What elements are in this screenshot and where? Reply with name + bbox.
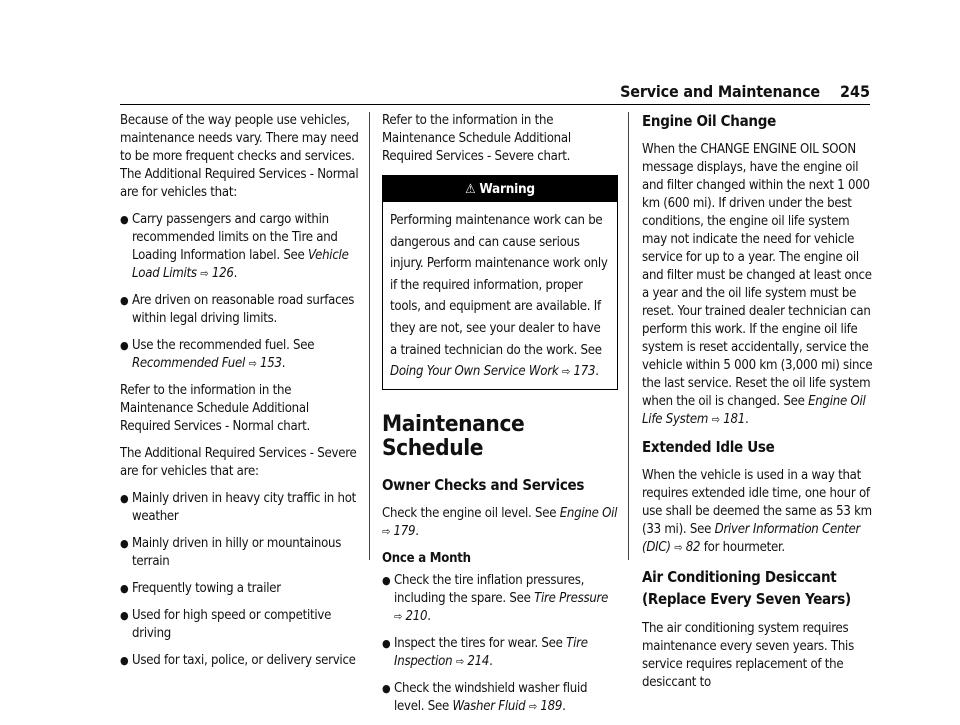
list-item: ● Inspect the tires for wear. See Tire Inspection ⇨ 214. — [382, 635, 588, 669]
cross-reference-link[interactable]: Driver Information Center (DIC) — [642, 522, 861, 555]
list-item: ● Mainly driven in hilly or mountainous terrain — [120, 536, 342, 569]
list-item: ● Use the recommended fuel. See Recommended Fuel ⇨ 153. — [120, 338, 315, 371]
column-1 — [120, 112, 360, 679]
intro-paragraph: Because of the way people use vehicles, maintenance needs vary. There may need to be more frequent checks and services. The Additional Required Services - Normal are for vehicles that: — [120, 113, 359, 200]
bullet-icon: ● — [120, 654, 129, 667]
list-item: ● Check the tire inflation pressures, including the spare. See Tire Pressure ⇨ 210. — [382, 572, 609, 624]
cross-reference-link[interactable]: Doing Your Own Service Work — [390, 364, 559, 380]
page-ref[interactable]: 181 — [723, 412, 745, 427]
page-ref[interactable]: 214 — [467, 653, 490, 669]
bullet-icon: ● — [120, 609, 129, 622]
page-number: 245 — [839, 82, 870, 101]
cross-reference-link[interactable]: Vehicle Load Limits — [132, 248, 349, 281]
page-ref-arrow-icon: ⇨ — [711, 413, 720, 426]
refer-severe-paragraph: Refer to the information in the Maintenance Schedule Additional Required Services - Severe chart. — [382, 113, 571, 164]
warning-icon: ⚠ — [465, 182, 476, 197]
column-divider — [628, 112, 629, 560]
bullet-icon: ● — [120, 213, 129, 226]
warning-title: Warning — [479, 181, 535, 197]
refer-normal-paragraph: Refer to the information in the Maintenance Schedule Additional Required Services - Normal chart. — [120, 383, 310, 434]
list-item: ● Used for taxi, police, or delivery service — [120, 653, 356, 668]
page-ref[interactable]: 189 — [540, 698, 563, 714]
bullet-icon: ● — [382, 636, 391, 650]
page-ref-arrow-icon: ⇨ — [248, 357, 257, 370]
page-ref-arrow-icon: ⇨ — [382, 524, 391, 538]
warning-box — [382, 175, 618, 390]
page-ref-arrow-icon: ⇨ — [200, 267, 209, 280]
ac-desiccant-paragraph: The air conditioning system requires maintenance every seven years. This service requires replacement of the desiccant to — [642, 621, 854, 690]
cross-reference-link[interactable]: Recommended Fuel — [132, 356, 245, 371]
page-ref-arrow-icon: ⇨ — [561, 365, 570, 379]
severe-intro-paragraph: The Additional Required Services - Severe are for vehicles that are: — [120, 446, 357, 479]
column-3 — [642, 112, 874, 701]
bullet-icon: ● — [382, 573, 391, 587]
bullet-icon: ● — [120, 537, 129, 550]
cross-reference-link[interactable]: Washer Fluid — [452, 698, 526, 714]
list-item: ● Used for high speed or competitive driving — [120, 608, 332, 641]
page-ref[interactable]: 82 — [685, 540, 701, 555]
list-item: ● Are driven on reasonable road surfaces within legal driving limits. — [120, 293, 355, 326]
extended-idle-heading: Extended Idle Use — [642, 438, 775, 456]
bullet-icon: ● — [120, 492, 129, 505]
list-item: ● Frequently towing a trailer — [120, 581, 281, 596]
page-ref-arrow-icon: ⇨ — [455, 654, 464, 668]
bullet-icon: ● — [120, 582, 129, 595]
page-ref-arrow-icon: ⇨ — [674, 541, 683, 554]
page-ref[interactable]: 179 — [393, 523, 416, 539]
cross-reference-link[interactable]: Engine Oil — [559, 505, 618, 521]
cross-reference-link[interactable]: Tire Inspection — [394, 635, 588, 669]
warning-body: Performing maintenance work can be dangerous and can cause serious injury. Perform maintenance work only if the required information, proper tools, and equipment are available. If they are not, see your dealer to have a trained technician do the work. See Doing Your Own Service Work ⇨ 173. — [390, 213, 608, 380]
ac-desiccant-heading: Air Conditioning Desiccant (Replace Every Seven Years) — [642, 568, 851, 608]
warning-header — [383, 176, 617, 202]
list-item: ● Carry passengers and cargo within recommended limits on the Tire and Loading Information label. See Vehicle Load Limits ⇨ 126. — [120, 212, 349, 281]
page-ref[interactable]: 126 — [211, 266, 234, 281]
header-title: Service and Maintenance — [620, 82, 820, 101]
header-rule — [120, 104, 870, 105]
extended-idle-paragraph: When the vehicle is used in a way that requires extended idle time, one hour of use shall be deemed the same as 53 km (33 mi). See Driver Information Center (DIC) ⇨ 82 for hourmeter. — [642, 468, 872, 555]
check-oil-paragraph: Check the engine oil level. See Engine Oil ⇨ 179. — [382, 505, 618, 539]
list-item: ● Mainly driven in heavy city traffic in hot weather — [120, 491, 357, 524]
page-ref-arrow-icon: ⇨ — [394, 609, 403, 623]
once-a-month-subheading: Once a Month — [382, 550, 471, 566]
owner-checks-heading: Owner Checks and Services — [382, 475, 585, 494]
list-item: ● Check the windshield washer fluid level. See Washer Fluid ⇨ 189. — [382, 680, 588, 714]
column-2 — [382, 112, 618, 725]
bullet-icon: ● — [120, 294, 129, 307]
engine-oil-change-heading: Engine Oil Change — [642, 112, 776, 130]
column-divider — [369, 112, 370, 560]
page-ref[interactable]: 153 — [260, 356, 282, 371]
page-ref-arrow-icon: ⇨ — [528, 699, 537, 713]
bullet-icon: ● — [120, 339, 129, 352]
cross-reference-link[interactable]: Engine Oil Life System — [642, 394, 866, 427]
page-ref[interactable]: 210 — [405, 608, 428, 624]
cross-reference-link[interactable]: Tire Pressure — [534, 590, 609, 606]
engine-oil-paragraph: When the CHANGE ENGINE OIL SOON message displays, have the engine oil and filter changed within the next 1 000 km (600 mi). If driven under the best conditions, the engine oil life system may not indicate the need for vehicle service for up to a year. The engine oil and filter must be changed at least once a year and the oil life system must be reset. Your trained dealer technician can perform this work. If the engine oil life system is reset accidentally, service the vehicle within 5 000 km (3,000 mi) since the last service. Reset the oil life system when the oil is changed. See Engine Oil Life System ⇨ 181. — [642, 142, 873, 427]
bullet-icon: ● — [382, 681, 391, 695]
section-title: Maintenance Schedule — [382, 410, 525, 461]
page-header — [120, 82, 870, 104]
page-ref[interactable]: 173 — [573, 364, 596, 380]
